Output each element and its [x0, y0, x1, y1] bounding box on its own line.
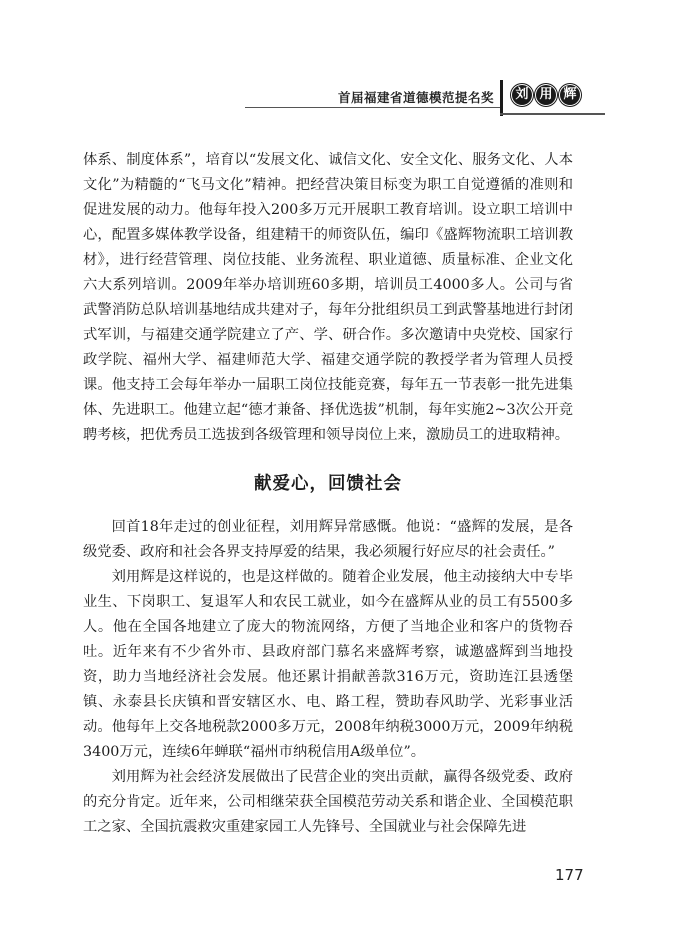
- body-text: [83, 148, 573, 840]
- section-heading: 献爱心，回馈社会: [254, 474, 402, 494]
- paragraph: 刘用辉为社会经济发展做出了民营企业的突出贡献，赢得各级党委、政府的充分肯定。近年来，公司相继荣获全国模范劳动关系和谐企业、全国模范职工之家、全国抗震救灾重建家园工人先锋号、全国就业与社会保障先进: [83, 769, 573, 835]
- name-seal-group: [511, 84, 581, 106]
- header-divider: [500, 80, 503, 116]
- running-header: [0, 80, 677, 120]
- name-seal: 辉: [559, 84, 581, 106]
- name-seal: 用: [535, 84, 557, 106]
- page-number: 177: [555, 866, 584, 884]
- header-rule-right: [500, 113, 605, 115]
- header-title: 首届福建省道德模范提名奖: [337, 90, 494, 105]
- paragraph: 刘用辉是这样说的，也是这样做的。随着企业发展，他主动接纳大中专毕业生、下岗职工、复退军人和农民工就业，如今在盛辉从业的员工有5500多人。他在全国各地建立了庞大的物流网络，方便了当地企业和客户的货物吞吐。近年来有不少省外市、县政府部门慕名来盛辉考察，诚邀盛辉到当地投资，助力当地经济社会发展。他还累计捐献善款316万元，资助连江县透堡镇、永泰县长庆镇和晋安辖区水、电、路工程，赞助春风助学、光彩事业活动。他每年上交各地税款2000多万元，2008年纳税3000万元，2009年纳税3400万元，连续6年蝉联“福州市纳税信用A级单位”。: [83, 569, 573, 760]
- header-rule: [245, 107, 501, 108]
- paragraph: 回首18年走过的创业征程，刘用辉异常感慨。他说：“盛辉的发展，是各级党委、政府和社会各界支持厚爱的结果，我必须履行好应尽的社会责任。”: [83, 519, 573, 560]
- name-seal: 刘: [511, 84, 533, 106]
- paragraph: 体系、制度体系”，培育以“发展文化、诚信文化、安全文化、服务文化、人本文化”为精髓的“飞马文化”精神。把经营决策目标变为职工自觉遵循的准则和促进发展的动力。他每年投入200多万元开展职工教育培训。设立职工培训中心，配置多媒体教学设备，组建精干的师资队伍，编印《盛辉物流职工培训教材》，进行经营管理、岗位技能、业务流程、职业道德、质量标准、企业文化六大系列培训。2009年举办培训班60多期，培训员工4000多人。公司与省武警消防总队培训基地结成共建对子，每年分批组织员工到武警基地进行封闭式军训，与福建交通学院建立了产、学、研合作。多次邀请中央党校、国家行政学院、福州大学、福建师范大学、福建交通学院的教授学者为管理人员授课。他支持工会每年举办一届职工岗位技能竞赛，每年五一节表彰一批先进集体、先进职工。他建立起“德才兼备、择优选拔”机制，每年实施2~3次公开竞聘考核，把优秀员工选拔到各级管理和领导岗位上来，激励员工的进取精神。: [83, 152, 573, 443]
